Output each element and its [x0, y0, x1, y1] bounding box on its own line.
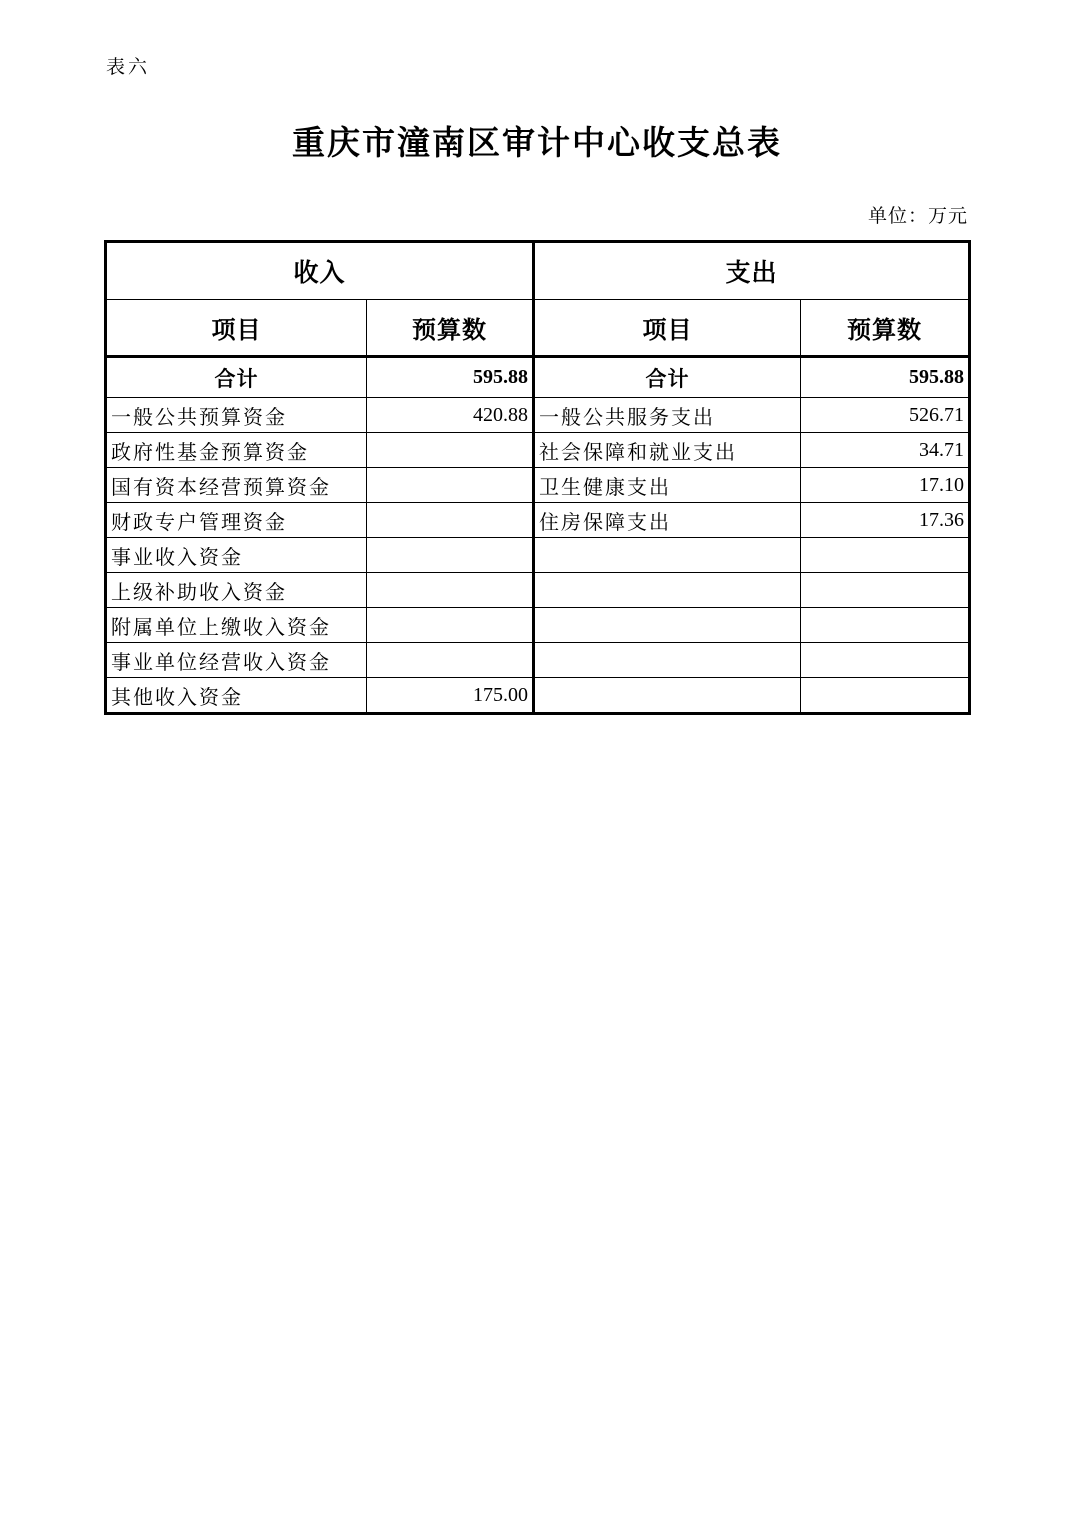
expense-item-cell	[534, 538, 801, 573]
expense-item-cell	[534, 643, 801, 678]
expense-item-cell: 社会保障和就业支出	[534, 433, 801, 468]
budget-summary-table	[104, 240, 971, 715]
expense-budget-cell: 17.36	[801, 503, 970, 538]
expense-item-cell: 卫生健康支出	[534, 468, 801, 503]
expense-budget-cell	[801, 608, 970, 643]
table-row	[106, 468, 970, 503]
expense-budget-cell: 17.10	[801, 468, 970, 503]
expense-item-cell	[534, 678, 801, 714]
income-item-column-header: 项目	[106, 300, 367, 357]
expense-budget-column-header: 预算数	[801, 300, 970, 357]
income-item-cell: 附属单位上缴收入资金	[106, 608, 367, 643]
expense-item-cell	[534, 608, 801, 643]
income-item-cell: 事业单位经营收入资金	[106, 643, 367, 678]
expense-item-cell	[534, 573, 801, 608]
table-row	[106, 678, 970, 714]
income-budget-cell	[367, 538, 534, 573]
income-budget-cell	[367, 608, 534, 643]
expense-item-cell: 一般公共服务支出	[534, 398, 801, 433]
section-header-row	[106, 242, 970, 300]
expense-budget-cell: 595.88	[801, 357, 970, 398]
income-section-header: 收入	[106, 242, 534, 300]
table-row	[106, 503, 970, 538]
income-budget-cell: 595.88	[367, 357, 534, 398]
income-item-cell: 合计	[106, 357, 367, 398]
income-item-cell: 上级补助收入资金	[106, 573, 367, 608]
table-row	[106, 608, 970, 643]
table-row	[106, 433, 970, 468]
table-row	[106, 643, 970, 678]
income-budget-column-header: 预算数	[367, 300, 534, 357]
income-item-cell: 财政专户管理资金	[106, 503, 367, 538]
page-title: 重庆市潼南区审计中心收支总表	[292, 126, 782, 162]
income-budget-cell: 175.00	[367, 678, 534, 714]
expense-budget-cell: 34.71	[801, 433, 970, 468]
income-item-cell: 一般公共预算资金	[106, 398, 367, 433]
expense-budget-cell: 526.71	[801, 398, 970, 433]
income-item-cell: 事业收入资金	[106, 538, 367, 573]
table-row	[106, 538, 970, 573]
income-budget-cell	[367, 503, 534, 538]
income-budget-cell	[367, 643, 534, 678]
table-row-total	[106, 357, 970, 398]
expense-budget-cell	[801, 538, 970, 573]
income-item-cell: 政府性基金预算资金	[106, 433, 367, 468]
income-item-cell: 国有资本经营预算资金	[106, 468, 367, 503]
column-header-row	[106, 300, 970, 357]
table-row	[106, 398, 970, 433]
expense-budget-cell	[801, 643, 970, 678]
income-budget-cell	[367, 468, 534, 503]
expense-budget-cell	[801, 678, 970, 714]
table-number-label: 表六	[106, 57, 151, 78]
expense-item-column-header: 项目	[534, 300, 801, 357]
expense-budget-cell	[801, 573, 970, 608]
income-budget-cell	[367, 573, 534, 608]
income-budget-cell	[367, 433, 534, 468]
expense-item-cell: 合计	[534, 357, 801, 398]
income-item-cell: 其他收入资金	[106, 678, 367, 714]
unit-note: 单位：万元	[867, 206, 968, 227]
income-budget-cell: 420.88	[367, 398, 534, 433]
expense-section-header: 支出	[534, 242, 970, 300]
expense-item-cell: 住房保障支出	[534, 503, 801, 538]
table-row	[106, 573, 970, 608]
